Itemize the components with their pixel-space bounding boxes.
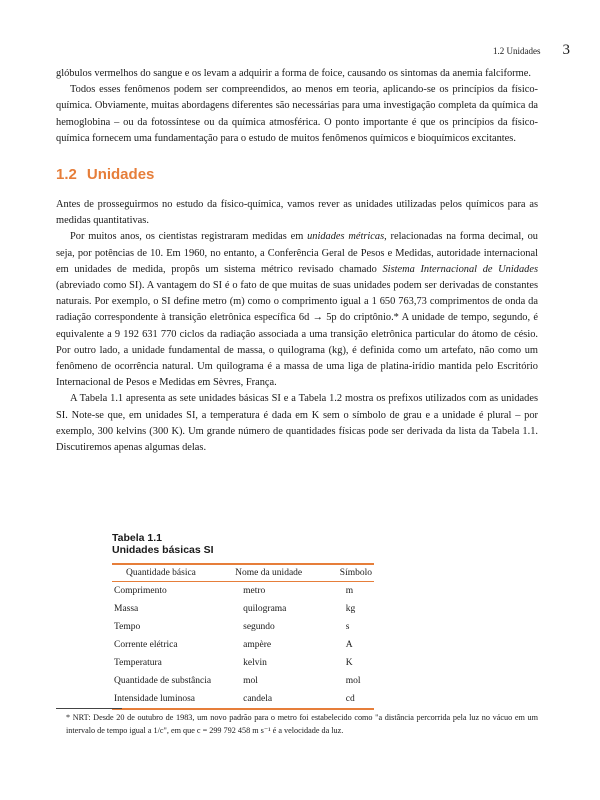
- running-header: [493, 42, 570, 59]
- cell-quantity: Comprimento: [114, 586, 167, 596]
- table-row: [112, 600, 374, 618]
- section-heading: [56, 166, 538, 183]
- cell-symbol: A: [345, 640, 353, 650]
- cell-unit: mol: [243, 676, 258, 686]
- paragraph-4-term-metric: unidades métricas: [307, 231, 385, 243]
- cell-unit: quilograma: [243, 604, 287, 614]
- column-header-unit-name: Nome da unidade: [235, 568, 303, 578]
- paragraph-4-part-a: Por muitos anos, os cientistas registraram medidas em: [70, 231, 308, 243]
- cell-unit: kelvin: [243, 658, 267, 668]
- cell-symbol: s: [345, 622, 350, 632]
- paragraph-1: glóbulos vermelhos do sangue e os levam a adquirir a forma de foice, causando os sintomas da anemia falciforme.: [56, 68, 531, 79]
- table-row: [112, 690, 374, 709]
- paragraph-4-term-si: Sistema Internacional de Unidades: [382, 263, 539, 275]
- cell-quantity: Corrente elétrica: [114, 640, 178, 650]
- table-header-row: [112, 564, 374, 582]
- cell-unit: segundo: [243, 622, 275, 632]
- paragraph-2: Todos esses fenômenos podem ser compreendidos, ao menos em teoria, aplicando-se os princípios da físico-química. Obviamente, muitas abordagens diferentes são necessárias para uma investigação completa da química da hemoglobina – ou da fotossíntese ou da química atmosférica. O ponto importante é que os princípios da físico-química fornecem uma fundamentação para o estudo de muitos fenômenos químicos e bioquímicos excitantes.: [56, 84, 538, 144]
- cell-symbol: cd: [345, 694, 355, 704]
- table-row: [112, 618, 374, 636]
- paragraph-4-part-c: , relacionadas na forma decimal, ou seja, por potências de 10. Em 1960, no entanto, a Conferência Geral de Pesos e Medidas, autoridade internacional em unidades de medida, propôs um sistema métrico revisado chamado: [56, 231, 538, 275]
- cell-quantity: Intensidade luminosa: [114, 694, 195, 704]
- cell-symbol: K: [345, 658, 353, 668]
- page-number: 3: [562, 42, 570, 58]
- paragraph-4: [56, 229, 538, 391]
- cell-unit: ampère: [243, 640, 272, 650]
- cell-symbol: m: [345, 586, 354, 596]
- table-si-units: [112, 532, 374, 710]
- section-heading-title: Unidades: [86, 166, 155, 184]
- footnote-divider: [56, 708, 122, 709]
- cell-quantity: Massa: [114, 604, 139, 614]
- cell-quantity: Tempo: [114, 622, 141, 632]
- cell-unit: metro: [243, 586, 266, 596]
- section-label: 1.2 Unidades: [493, 46, 541, 56]
- paragraph-5: A Tabela 1.1 apresenta as sete unidades básicas SI e a Tabela 1.2 mostra os prefixos utilizados com as unidades SI. Note-se que, em unidades SI, a temperatura é dada em K sem o símbolo de grau e a unidade é plural – por exemplo, 300 kelvins (300 K). Um grande número de quantidades físicas pode ser derivada da lista da Tabela 1.1. Discutiremos apenas algumas delas.: [56, 393, 538, 454]
- si-units-table: [112, 563, 374, 710]
- cell-symbol: mol: [345, 676, 361, 686]
- table-row: [112, 672, 374, 690]
- table-row: [112, 654, 374, 672]
- cell-quantity: Temperatura: [114, 658, 162, 668]
- footnote-text: * NRT: Desde 20 de outubro de 1983, um novo padrão para o metro foi estabelecido como "a distância percorrida pela luz no vácuo em um intervalo de tempo igual a 1/c", em que c = 299 792 458 m s⁻¹ é a velocidade da luz.: [66, 713, 538, 735]
- cell-quantity: Quantidade de substância: [114, 676, 212, 686]
- cell-unit: candela: [243, 694, 273, 704]
- table-row: [112, 636, 374, 654]
- table-row: [112, 582, 374, 601]
- cell-symbol: kg: [345, 604, 356, 614]
- column-header-symbol: Símbolo: [339, 568, 372, 578]
- body-text: [56, 66, 538, 456]
- column-header-quantity: Quantidade básica: [126, 568, 196, 578]
- footnote: [56, 712, 538, 737]
- section-heading-number: 1.2: [56, 166, 77, 184]
- table-caption-title: Unidades básicas SI: [112, 544, 214, 556]
- table-caption-number: Tabela 1.1: [112, 532, 162, 544]
- paragraph-4-part-e: (abreviado como SI). A vantagem do SI é o fato de que muitas de suas unidades podem ser derivadas de constantes naturais. Por exemplo, o SI define metro (m) como o comprimento igual a 1 650 763,73 comprimentos de onda da radiação correspondente à transição eletrônica específica 6d → 5p do criptônio.* A unidade de tempo, segundo, é equivalente a 9 192 631 770 ciclos da radiação associada a uma transição eletrônica particular do átomo de césio. Por outro lado, a unidade fundamental de massa, o quilograma (kg), é definida como um artefato, não como um fenômeno de ocorrência natural. Um quilograma é a massa de uma liga de platina-irídio mantida pelo Escritório Internacional de Pesos e Medidas em Sèvres, França.: [56, 280, 538, 389]
- paragraph-3: Antes de prosseguirmos no estudo da físico-química, vamos rever as unidades utilizadas pelos químicos para as medidas quantitativas.: [56, 199, 538, 227]
